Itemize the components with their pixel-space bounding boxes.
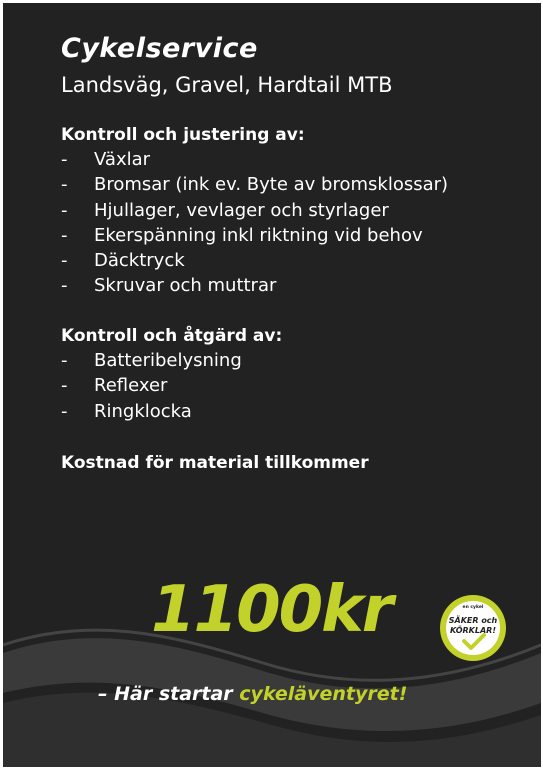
fix-list (61, 348, 242, 424)
price: 1100kr (151, 573, 392, 647)
list-item-label: Bromsar (ink ev. Byte av bromsklossar) (94, 174, 449, 196)
list-item-label: Hjullager, vevlager och styrlager (94, 199, 389, 221)
section-heading-fix: Kontroll och åtgärd av: (61, 326, 283, 346)
badge-top-text: en cykel (462, 605, 484, 610)
bullet-dash: - (61, 375, 68, 397)
safety-badge (438, 593, 508, 663)
list-item-label: Reflexer (94, 375, 168, 397)
list-item (61, 399, 242, 424)
bullet-dash: - (61, 174, 68, 196)
bullet-dash: - (61, 275, 68, 297)
list-item-label: Däcktryck (94, 250, 185, 272)
bullet-dash: - (61, 224, 68, 246)
list-item (61, 373, 242, 398)
bullet-dash: - (61, 400, 68, 422)
list-item (61, 172, 448, 197)
list-item-label: Växlar (94, 149, 151, 170)
list-item (61, 273, 448, 298)
list-item (61, 198, 448, 223)
service-flyer (3, 3, 541, 767)
adjust-list (61, 147, 448, 299)
bullet-dash: - (61, 149, 68, 170)
badge-line2: KÖRKLAR! (450, 626, 496, 635)
subtitle: Landsväg, Gravel, Hardtail MTB (61, 73, 393, 97)
material-note: Kostnad för material tillkommer (61, 453, 369, 473)
tagline-highlight: cykeläventyret! (239, 683, 408, 705)
list-item (61, 147, 448, 172)
list-item (61, 348, 242, 373)
list-item-label: Batteribelysning (94, 350, 242, 371)
tagline-prefix: – Här startar (98, 683, 240, 705)
list-item-label: Skruvar och muttrar (94, 275, 277, 297)
list-item-label: Ekerspänning inkl riktning vid behov (94, 224, 423, 246)
bullet-dash: - (61, 250, 68, 272)
bullet-dash: - (61, 199, 68, 221)
list-item (61, 248, 448, 273)
list-item-label: Ringklocka (94, 400, 192, 422)
badge-line1: SÄKER och (448, 616, 498, 625)
list-item (61, 223, 448, 248)
tagline (98, 683, 407, 705)
section-heading-adjust: Kontroll och justering av: (61, 125, 305, 145)
bullet-dash: - (61, 350, 68, 371)
page-title: Cykelservice (61, 33, 258, 64)
